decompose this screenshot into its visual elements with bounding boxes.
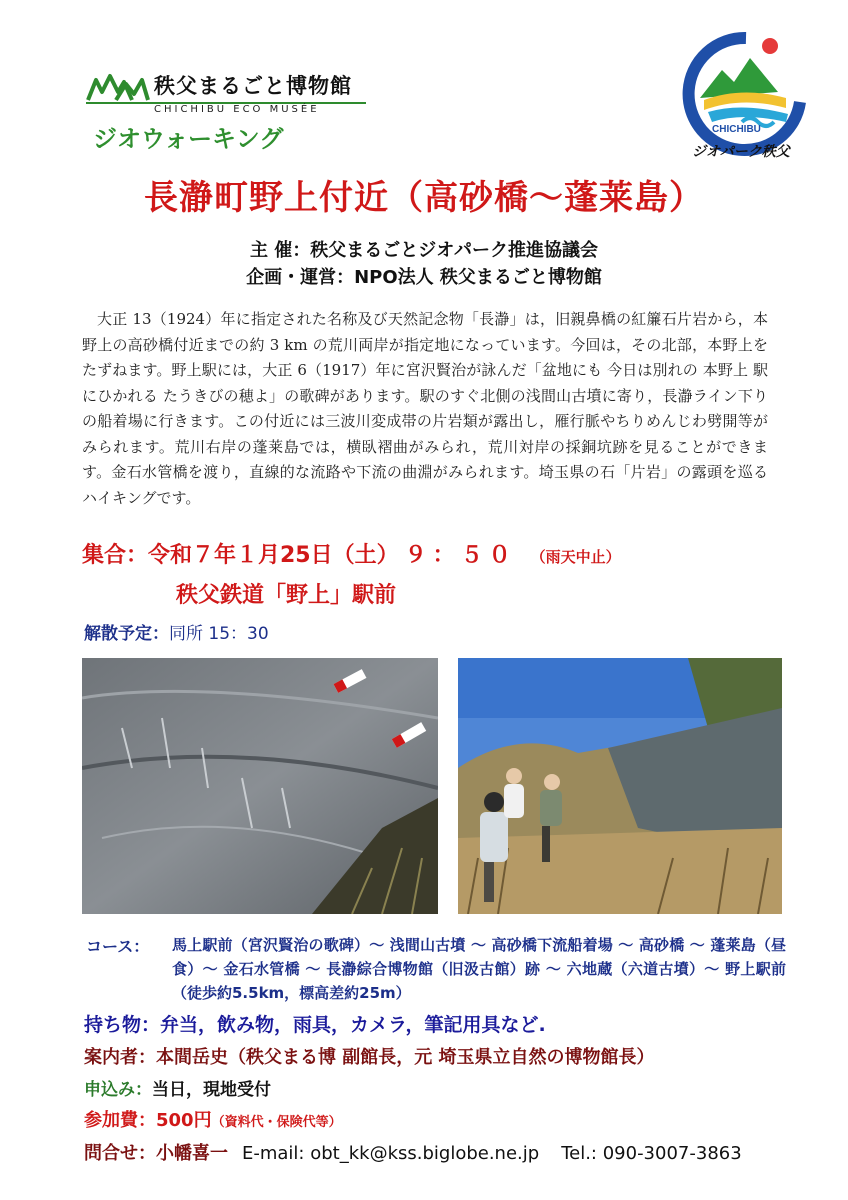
guide-row <box>84 1043 655 1069</box>
hikers-photo <box>458 658 782 914</box>
bring-label: 持ち物： <box>84 1014 161 1036</box>
series-title: ジオウォーキング <box>93 125 284 153</box>
meeting-place: 秩父鉄道「野上」駅前 <box>176 583 397 608</box>
dismissal-label: 解散予定： <box>84 624 169 644</box>
geopark-name: ジオパーク秩父 <box>692 144 790 160</box>
org-logo <box>86 70 376 114</box>
bring-value: 弁当，飲み物，雨具，カメラ，筆記用具など. <box>160 1014 546 1036</box>
fee-value: 500円 <box>156 1110 212 1131</box>
apply-label: 申込み： <box>84 1080 152 1100</box>
dismissal-value: 同所 15：30 <box>169 624 269 644</box>
apply-value: 当日，現地受付 <box>152 1080 271 1100</box>
operator-value: ：NPO法人 秩父まるごと博物館 <box>336 267 602 288</box>
intro-paragraph: 大正 13（1924）年に指定された名称及び天然記念物「長瀞」は，旧親鼻橋の紅簾石片岩から，本野上の高砂橋付近までの約 3 km の荒川両岸が指定地になっています。今回は，その北部，本野上をたずねます。野上駅には，大正 6（1917）年に宮沢賢治が詠んだ「盆地にも 今日は別れの 本野上 駅にひかれる たうきびの穂よ」の歌碑があります。駅のすぐ北側の浅間山古墳に寄り，長瀞ライン下りの船着場に行きます。この付近には三波川変成帯の片岩類が露出し，雁行脈やちりめんじわ劈開等がみられます。荒川右岸の蓬莱島では，横臥褶曲がみられ，荒川対岸の採銅坑跡を見ることができます。金石水管橋を渡り，直線的な流路や下流の曲淵がみられます。埼玉県の石「片岩」の露頭を巡るハイキングです。 <box>82 310 768 507</box>
geopark-emblem-icon <box>682 28 810 168</box>
meeting-time: ９：５０ <box>404 543 517 568</box>
guide-label: 案内者： <box>84 1047 156 1068</box>
org-name-ja: 秩父まるごと博物館 <box>154 74 352 98</box>
sponsor-label: 主 催 <box>250 240 293 261</box>
course-text: 馬上駅前（宮沢賢治の歌碑）～ 浅間山古墳 ～ 高砂橋下流船着場 ～ 高砂橋 ～ 蓬莱島（昼食）～ 金石水管橋 ～ 長瀞綜合博物館（旧汲古館）跡 ～ 六地蔵（六道古墳）～ 野上駅前 （徒歩約5.5km，標高差約25m） <box>172 936 786 1002</box>
dismissal-line <box>84 619 269 644</box>
geopark-logo <box>682 28 810 168</box>
fee-row <box>84 1106 342 1132</box>
contact-label: 問合せ： <box>84 1143 156 1164</box>
mountains-logo-icon <box>86 72 150 102</box>
guide-value: 本間岳史（秩父まる博 副館長，元 埼玉県立自然の博物館長） <box>156 1047 655 1068</box>
org-name-en: CHICHIBU ECO MUSÉE <box>154 104 320 115</box>
bring-row <box>84 1010 546 1037</box>
meeting-label: 集合：令和７年１月25日（土） <box>82 543 399 568</box>
operator-line <box>0 263 848 289</box>
operator-label: 企画・運営 <box>246 267 337 288</box>
contact-row <box>84 1139 742 1165</box>
sponsor-value: ：秩父まるごとジオパーク推進協議会 <box>292 240 598 261</box>
contact-email[interactable]: E-mail: obt_kk@kss.biglobe.ne.jp <box>242 1143 540 1164</box>
geopark-logo-en: CHICHIBU <box>712 124 761 135</box>
meeting-line <box>82 538 621 569</box>
event-title: 長瀞町野上付近（高砂橋～蓬莱島） <box>144 178 704 218</box>
rain-note: （雨天中止） <box>530 548 621 566</box>
sponsor-line <box>0 236 848 262</box>
fee-note: （資料代・保険代等） <box>211 1115 342 1130</box>
course-label: コース： <box>86 937 150 956</box>
contact-tel[interactable]: Tel.: 090-3007-3863 <box>561 1143 742 1164</box>
apply-row <box>84 1075 271 1100</box>
fee-label: 参加費： <box>84 1110 156 1131</box>
contact-name: 小幡喜一 <box>156 1143 228 1164</box>
rock-outcrop-photo <box>82 658 438 914</box>
